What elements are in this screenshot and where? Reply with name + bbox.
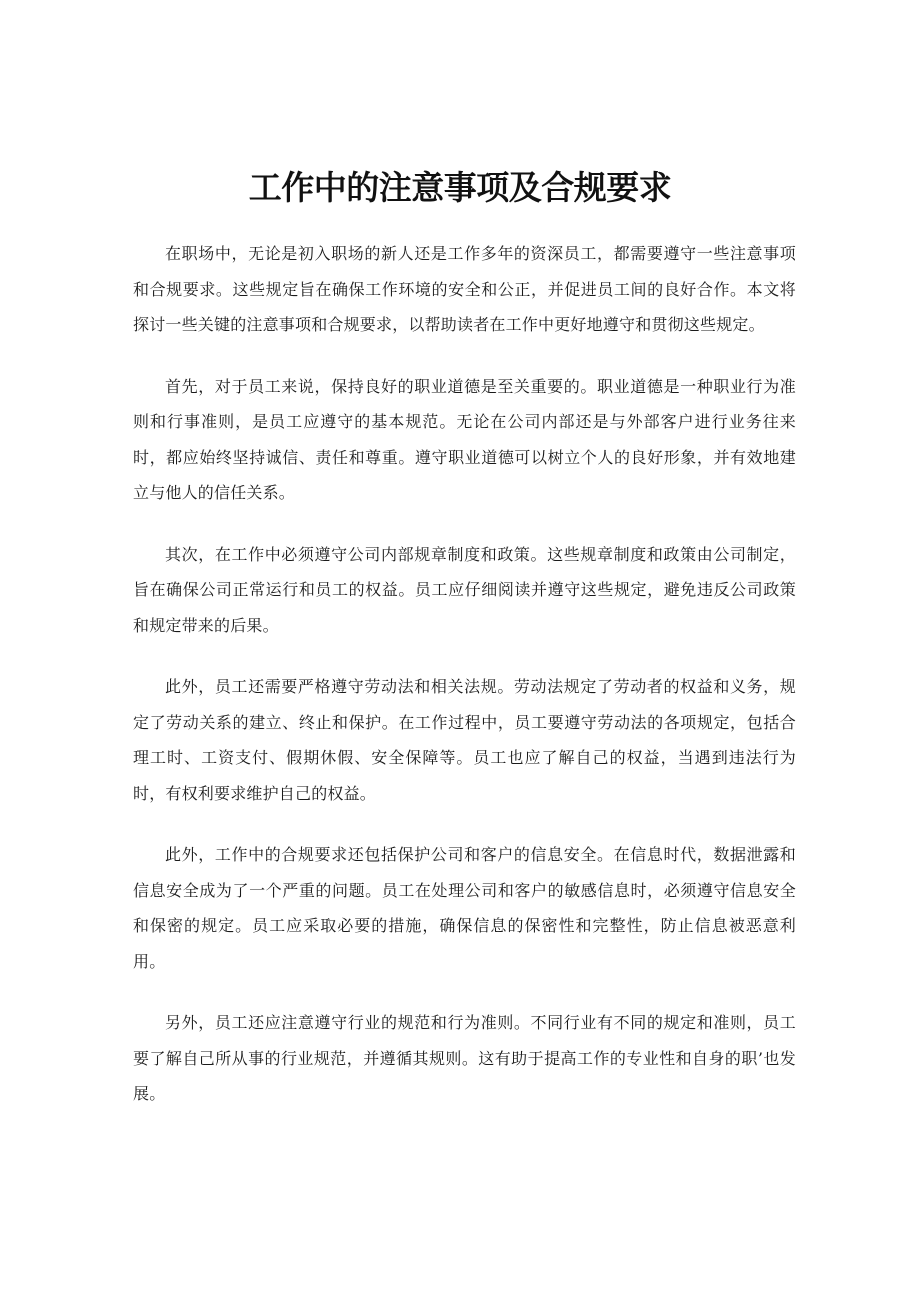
document-body [133, 236, 796, 1138]
paragraph-labor-law: 此外，员工还需要严格遵守劳动法和相关法规。劳动法规定了劳动者的权益和义务，规定了劳动关系的建立、终止和保护。在工作过程中，员工要遵守劳动法的各项规定，包括合理工时、工资支付、假期休假、安全保障等。员工也应了解自己的权益，当遇到违法行为时，有权利要求维护自己的权益。 [133, 677, 796, 803]
paragraph-information-security: 此外，工作中的合规要求还包括保护公司和客户的信息安全。在信息时代，数据泄露和信息安全成为了一个严重的问题。员工在处理公司和客户的敏感信息时，必须遵守信息安全和保密的规定。员工应采取必要的措施，确保信息的保密性和完整性，防止信息被恶意利用。 [133, 845, 796, 971]
document-title: 工作中的注意事项及合规要求 [248, 168, 672, 207]
paragraph-company-policies: 其次，在工作中必须遵守公司内部规章制度和政策。这些规章制度和政策由公司制定，旨在确保公司正常运行和员工的权益。员工应仔细阅读并遵守这些规定，避免违反公司政策和规定带来的后果。 [133, 544, 796, 635]
paragraph-intro: 在职场中，无论是初入职场的新人还是工作多年的资深员工，都需要遵守一些注意事项和合规要求。这些规定旨在确保工作环境的安全和公正，并促进员工间的良好合作。本文将探讨一些关键的注意事项和合规要求，以帮助读者在工作中更好地遵守和贯彻这些规定。 [133, 244, 796, 334]
paragraph-professional-ethics: 首先，对于员工来说，保持良好的职业道德是至关重要的。职业道德是一种职业行为准则和行事准则，是员工应遵守的基本规范。无论在公司内部还是与外部客户进行业务往来时，都应始终坚持诚信、责任和尊重。遵守职业道德可以树立个人的良好形象，并有效地建立与他人的信任关系。 [133, 376, 796, 502]
paragraph-industry-norms: 另外，员工还应注意遵守行业的规范和行为准则。不同行业有不同的规定和准则，员工要了解自己所从事的行业规范，并遵循其规则。这有助于提高工作的专业性和自身的职’也发展。 [133, 1013, 796, 1103]
